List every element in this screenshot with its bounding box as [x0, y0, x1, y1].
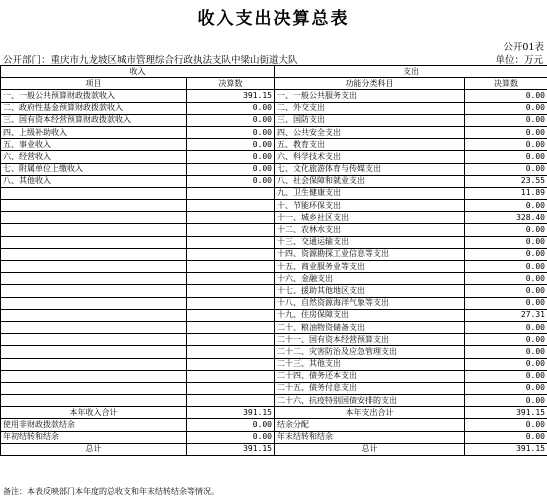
expense-amount-cell: 0.00 [465, 273, 547, 285]
total-expense-amount: 391.15 [465, 407, 547, 419]
income-amount-cell [187, 236, 275, 248]
total-row [1, 443, 547, 455]
income-amount-cell: 0.00 [187, 163, 275, 175]
expense-amount-cell: 27.31 [465, 309, 547, 321]
income-item-cell: 二、政府性基金预算财政拨款收入 [1, 102, 187, 114]
income-item-cell [1, 358, 187, 370]
expense-item-cell: 三、国防支出 [275, 114, 465, 126]
income-item-cell [1, 273, 187, 285]
total-row [1, 407, 547, 419]
expense-amount-cell: 0.00 [465, 370, 547, 382]
expense-item-cell: 一、一般公共服务支出 [275, 90, 465, 102]
income-amount-cell [187, 321, 275, 333]
income-item-cell [1, 334, 187, 346]
table-row [1, 90, 547, 102]
income-amount-cell: 0.00 [187, 175, 275, 187]
income-section-header: 收入 [1, 66, 275, 78]
table-row [1, 261, 547, 273]
function-item-column-header: 功能分类科目 [275, 78, 465, 90]
income-amount-cell [187, 309, 275, 321]
total-expense-label: 年末结转和结余 [275, 431, 465, 443]
income-amount-cell [187, 382, 275, 394]
table-row [1, 163, 547, 175]
total-income-label: 总计 [1, 443, 187, 455]
income-item-cell: 五、事业收入 [1, 139, 187, 151]
expense-item-cell: 六、科学技术支出 [275, 151, 465, 163]
expense-item-cell: 十八、自然资源海洋气象等支出 [275, 297, 465, 309]
total-expense-label: 总计 [275, 443, 465, 455]
expense-amount-cell: 0.00 [465, 200, 547, 212]
income-item-cell [1, 248, 187, 260]
expense-item-cell: 十六、金融支出 [275, 273, 465, 285]
expense-amount-cell: 0.00 [465, 236, 547, 248]
table-row [1, 273, 547, 285]
income-amount-cell [187, 358, 275, 370]
expense-amount-cell: 0.00 [465, 248, 547, 260]
unit-label: 单位：万元 [495, 55, 543, 66]
income-item-cell: 七、附属单位上缴收入 [1, 163, 187, 175]
table-row [1, 321, 547, 333]
expense-amount-cell: 0.00 [465, 261, 547, 273]
income-amount-cell [187, 273, 275, 285]
expense-item-cell: 十、节能环保支出 [275, 200, 465, 212]
expense-amount-cell: 0.00 [465, 126, 547, 138]
income-item-cell [1, 395, 187, 407]
expense-amount-cell: 0.00 [465, 382, 547, 394]
table-row [1, 382, 547, 394]
income-item-cell [1, 187, 187, 199]
expense-amount-cell: 0.00 [465, 395, 547, 407]
expense-amount-cell: 0.00 [465, 114, 547, 126]
expense-item-cell: 十四、资源勘探工业信息等支出 [275, 248, 465, 260]
expense-item-cell: 四、公共安全支出 [275, 126, 465, 138]
expense-amount-cell: 0.00 [465, 102, 547, 114]
expense-amount-cell: 0.00 [465, 321, 547, 333]
income-item-cell [1, 261, 187, 273]
table-row [1, 200, 547, 212]
expense-item-cell: 二十、粮油物资储备支出 [275, 321, 465, 333]
income-amount-cell: 0.00 [187, 114, 275, 126]
section-header-row [1, 66, 547, 78]
expense-amount-cell: 23.55 [465, 175, 547, 187]
table-row [1, 212, 547, 224]
total-income-amount: 0.00 [187, 431, 275, 443]
expense-item-cell: 二十二、灾害防治及应急管理支出 [275, 346, 465, 358]
income-item-cell [1, 382, 187, 394]
income-item-cell [1, 285, 187, 297]
expense-amount-cell: 0.00 [465, 297, 547, 309]
income-amount-cell [187, 285, 275, 297]
expense-amount-cell: 0.00 [465, 334, 547, 346]
income-amount-cell [187, 346, 275, 358]
total-income-amount: 391.15 [187, 443, 275, 455]
income-amount-cell [187, 224, 275, 236]
total-income-label: 使用非财政拨款结余 [1, 419, 187, 431]
table-row [1, 102, 547, 114]
table-row [1, 346, 547, 358]
total-row [1, 419, 547, 431]
total-expense-amount: 391.15 [465, 443, 547, 455]
expense-item-cell: 十一、城乡社区支出 [275, 212, 465, 224]
income-amount-cell: 391.15 [187, 90, 275, 102]
income-amount-cell [187, 200, 275, 212]
total-income-amount: 0.00 [187, 419, 275, 431]
income-amount-cell [187, 334, 275, 346]
expense-item-cell: 二十六、抗疫特别国债安排的支出 [275, 395, 465, 407]
expense-amount-cell: 0.00 [465, 90, 547, 102]
expense-item-cell: 二十四、债务还本支出 [275, 370, 465, 382]
table-row [1, 236, 547, 248]
table-row [1, 334, 547, 346]
column-header-row [1, 78, 547, 90]
table-row [1, 224, 547, 236]
table-row [1, 297, 547, 309]
income-item-cell [1, 212, 187, 224]
income-item-cell [1, 224, 187, 236]
income-item-cell [1, 370, 187, 382]
income-item-cell [1, 200, 187, 212]
income-item-cell [1, 309, 187, 321]
expense-item-cell: 九、卫生健康支出 [275, 187, 465, 199]
total-expense-amount: 0.00 [465, 419, 547, 431]
item-column-header: 项目 [1, 78, 187, 90]
total-income-amount: 391.15 [187, 407, 275, 419]
income-amount-cell [187, 248, 275, 260]
form-code: 公开01表 [503, 42, 544, 53]
income-item-cell: 四、上级补助收入 [1, 126, 187, 138]
table-row [1, 139, 547, 151]
table-row [1, 114, 547, 126]
expense-item-cell: 七、文化旅游体育与传媒支出 [275, 163, 465, 175]
table-row [1, 309, 547, 321]
table-row [1, 358, 547, 370]
income-item-cell: 一、一般公共预算财政拨款收入 [1, 90, 187, 102]
expense-section-header: 支出 [275, 66, 547, 78]
expense-amount-cell: 0.00 [465, 285, 547, 297]
expense-amount-cell: 0.00 [465, 346, 547, 358]
table-row [1, 151, 547, 163]
total-expense-label: 结余分配 [275, 419, 465, 431]
expense-amount-cell: 0.00 [465, 358, 547, 370]
table-row [1, 248, 547, 260]
expense-item-cell: 八、社会保障和就业支出 [275, 175, 465, 187]
table-row [1, 187, 547, 199]
expense-amount-cell: 328.40 [465, 212, 547, 224]
income-amount-cell: 0.00 [187, 151, 275, 163]
income-amount-cell [187, 261, 275, 273]
total-expense-label: 本年支出合计 [275, 407, 465, 419]
expense-amount-cell: 0.00 [465, 151, 547, 163]
expense-amount-cell: 0.00 [465, 139, 547, 151]
total-expense-amount: 0.00 [465, 431, 547, 443]
table-row [1, 395, 547, 407]
income-amount-cell [187, 370, 275, 382]
expense-item-cell: 二十三、其他支出 [275, 358, 465, 370]
total-income-label: 年初结转和结余 [1, 431, 187, 443]
expense-item-cell: 十二、农林水支出 [275, 224, 465, 236]
income-amount-cell: 0.00 [187, 139, 275, 151]
income-amount-cell [187, 297, 275, 309]
expense-amount-cell: 0.00 [465, 163, 547, 175]
total-row [1, 431, 547, 443]
table-row [1, 285, 547, 297]
expense-item-cell: 五、教育支出 [275, 139, 465, 151]
income-item-cell [1, 346, 187, 358]
department-label: 公开部门：重庆市九龙坡区城市管理综合行政执法支队中梁山街道大队 [3, 55, 298, 66]
income-item-cell: 八、其他收入 [1, 175, 187, 187]
expense-item-cell: 十九、住房保障支出 [275, 309, 465, 321]
expense-item-cell: 二十一、国有资本经营预算支出 [275, 334, 465, 346]
expense-amount-cell: 11.89 [465, 187, 547, 199]
income-amount-column-header: 决算数 [187, 78, 275, 90]
expense-item-cell: 二十五、债务付息支出 [275, 382, 465, 394]
expense-amount-cell: 0.00 [465, 224, 547, 236]
expense-item-cell: 十五、商业服务业等支出 [275, 261, 465, 273]
income-amount-cell [187, 187, 275, 199]
table-row [1, 175, 547, 187]
income-item-cell: 三、国有资本经营预算财政拨款收入 [1, 114, 187, 126]
total-income-label: 本年收入合计 [1, 407, 187, 419]
expense-item-cell: 十七、援助其他地区支出 [275, 285, 465, 297]
expense-item-cell: 二、外交支出 [275, 102, 465, 114]
report-title: 收入支出决算总表 [197, 9, 350, 29]
income-item-cell: 六、经营收入 [1, 151, 187, 163]
table-row [1, 370, 547, 382]
income-amount-cell [187, 395, 275, 407]
income-item-cell [1, 297, 187, 309]
footnote: 备注：本表反映部门本年度的总收支和年末结转结余等情况。 [3, 487, 219, 496]
income-amount-cell [187, 212, 275, 224]
income-item-cell [1, 321, 187, 333]
expense-amount-column-header: 决算数 [465, 78, 547, 90]
income-expense-table [0, 65, 547, 456]
expense-item-cell: 十三、交通运输支出 [275, 236, 465, 248]
income-item-cell [1, 236, 187, 248]
income-amount-cell: 0.00 [187, 126, 275, 138]
table-row [1, 126, 547, 138]
income-amount-cell: 0.00 [187, 102, 275, 114]
